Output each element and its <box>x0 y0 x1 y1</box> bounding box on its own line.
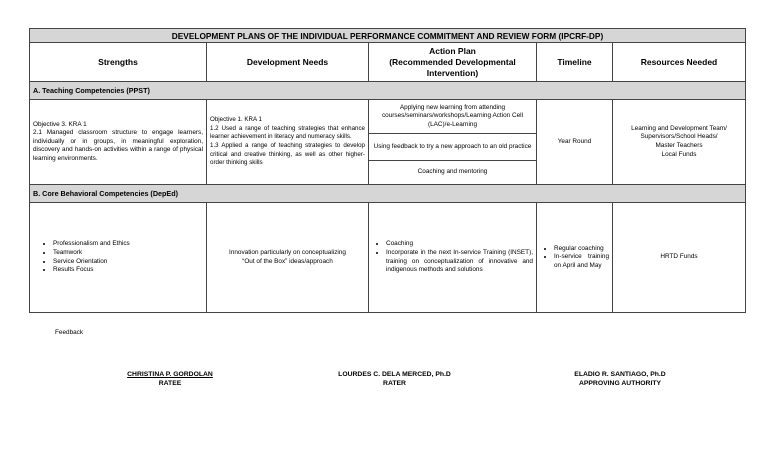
section-a-resource-3: Master Teachers <box>655 142 703 149</box>
ratee-name: CHRISTINA P. GORDOLAN <box>127 371 213 378</box>
header-timeline: Timeline <box>537 43 613 82</box>
section-b-strength-item: • Teamwork <box>53 249 203 258</box>
section-a-development-needs <box>207 100 369 185</box>
form-title: DEVELOPMENT PLANS OF THE INDIVIDUAL PERFORMANCE COMMITMENT AND REVIEW FORM (IPCRF-DP) <box>30 29 746 43</box>
section-a-label: A. Teaching Competencies (PPST) <box>30 82 746 100</box>
ipcrf-dp-table <box>29 28 746 313</box>
section-b-action-item: • Coaching <box>386 240 533 249</box>
section-a-resource-2: Supervisors/School Heads/ <box>640 133 718 141</box>
rater-signature <box>312 370 477 388</box>
section-b-label: B. Core Behavioral Competencies (DepEd) <box>30 185 746 203</box>
section-a-resource-1: Learning and Development Team/ <box>631 124 727 132</box>
section-b-development-needs: Innovation particularly on conceptualizing “Out of the Box” ideas/approach <box>207 203 369 313</box>
section-a-strengths-title: Objective 3. KRA 1 <box>33 120 87 128</box>
header-action-plan <box>369 43 537 82</box>
rater-name: LOURDES C. DELA MERCED, Ph.D <box>338 371 451 378</box>
header-action-plan-line2: (Recommended Developmental Intervention) <box>389 56 516 78</box>
section-a-strengths <box>30 100 207 185</box>
section-a-action-3: Coaching and mentoring <box>369 161 537 185</box>
section-b-action-item: • Incorporate in the next In-service Training (INSET), training on conceptualization of innovative and indigenous methods and solutions <box>386 249 533 275</box>
section-a-action-2: Using feedback to try a new approach to an old practice <box>369 134 537 161</box>
approver-name: ELADIO R. SANTIAGO, Ph.D <box>574 371 666 378</box>
section-b-strength-item: • Professionalism and Ethics <box>53 240 203 249</box>
section-b-timeline-item: • In-service training on April and May <box>554 253 609 270</box>
header-resources: Resources Needed <box>613 43 746 82</box>
header-development-needs: Development Needs <box>207 43 369 82</box>
ratee-signature <box>95 370 245 388</box>
section-a-needs-text1: 1.2 Used a range of teaching strategies that enhance learner achievement in literacy and numeracy skills. <box>210 124 365 141</box>
section-a-needs-title: Objective 1. KRA 1 <box>210 116 262 124</box>
header-strengths: Strengths <box>30 43 207 82</box>
section-b-strength-item: • Service Orientation <box>53 258 203 267</box>
section-a-resource-4: Local Funds <box>661 150 697 158</box>
header-action-plan-line1: Action Plan <box>429 45 476 56</box>
approver-signature <box>540 370 700 388</box>
feedback-label: Feedback <box>55 329 84 336</box>
section-a-resources <box>613 100 746 185</box>
section-b-resources: HRTD Funds <box>613 203 746 313</box>
section-b-timeline <box>537 203 613 313</box>
rater-role: RATER <box>383 380 406 387</box>
section-b-actions <box>369 203 537 313</box>
section-b-strength-item: • Results Focus <box>53 266 203 275</box>
section-b-timeline-item: • Regular coaching <box>554 245 609 254</box>
section-a-timeline: Year Round <box>537 100 613 185</box>
ratee-role: RATEE <box>158 380 182 387</box>
section-b-strengths <box>30 203 207 313</box>
section-a-needs-text2: 1.3 Applied a range of teaching strategies to develop critical and creative thinking, as well as other higher-order thinking skills <box>210 142 365 167</box>
approver-role: APPROVING AUTHORITY <box>578 380 662 387</box>
section-a-strengths-text: 2.1 Managed classroom structure to engage learners, individually or in groups, in meaningful exploration, discovery and hands-on activities within a range of physical learning environments. <box>33 129 203 162</box>
section-a-action-1: Applying new learning from attending courses/seminars/workshops/Learning Action Cell (LAC)/e-Learning <box>369 100 537 134</box>
